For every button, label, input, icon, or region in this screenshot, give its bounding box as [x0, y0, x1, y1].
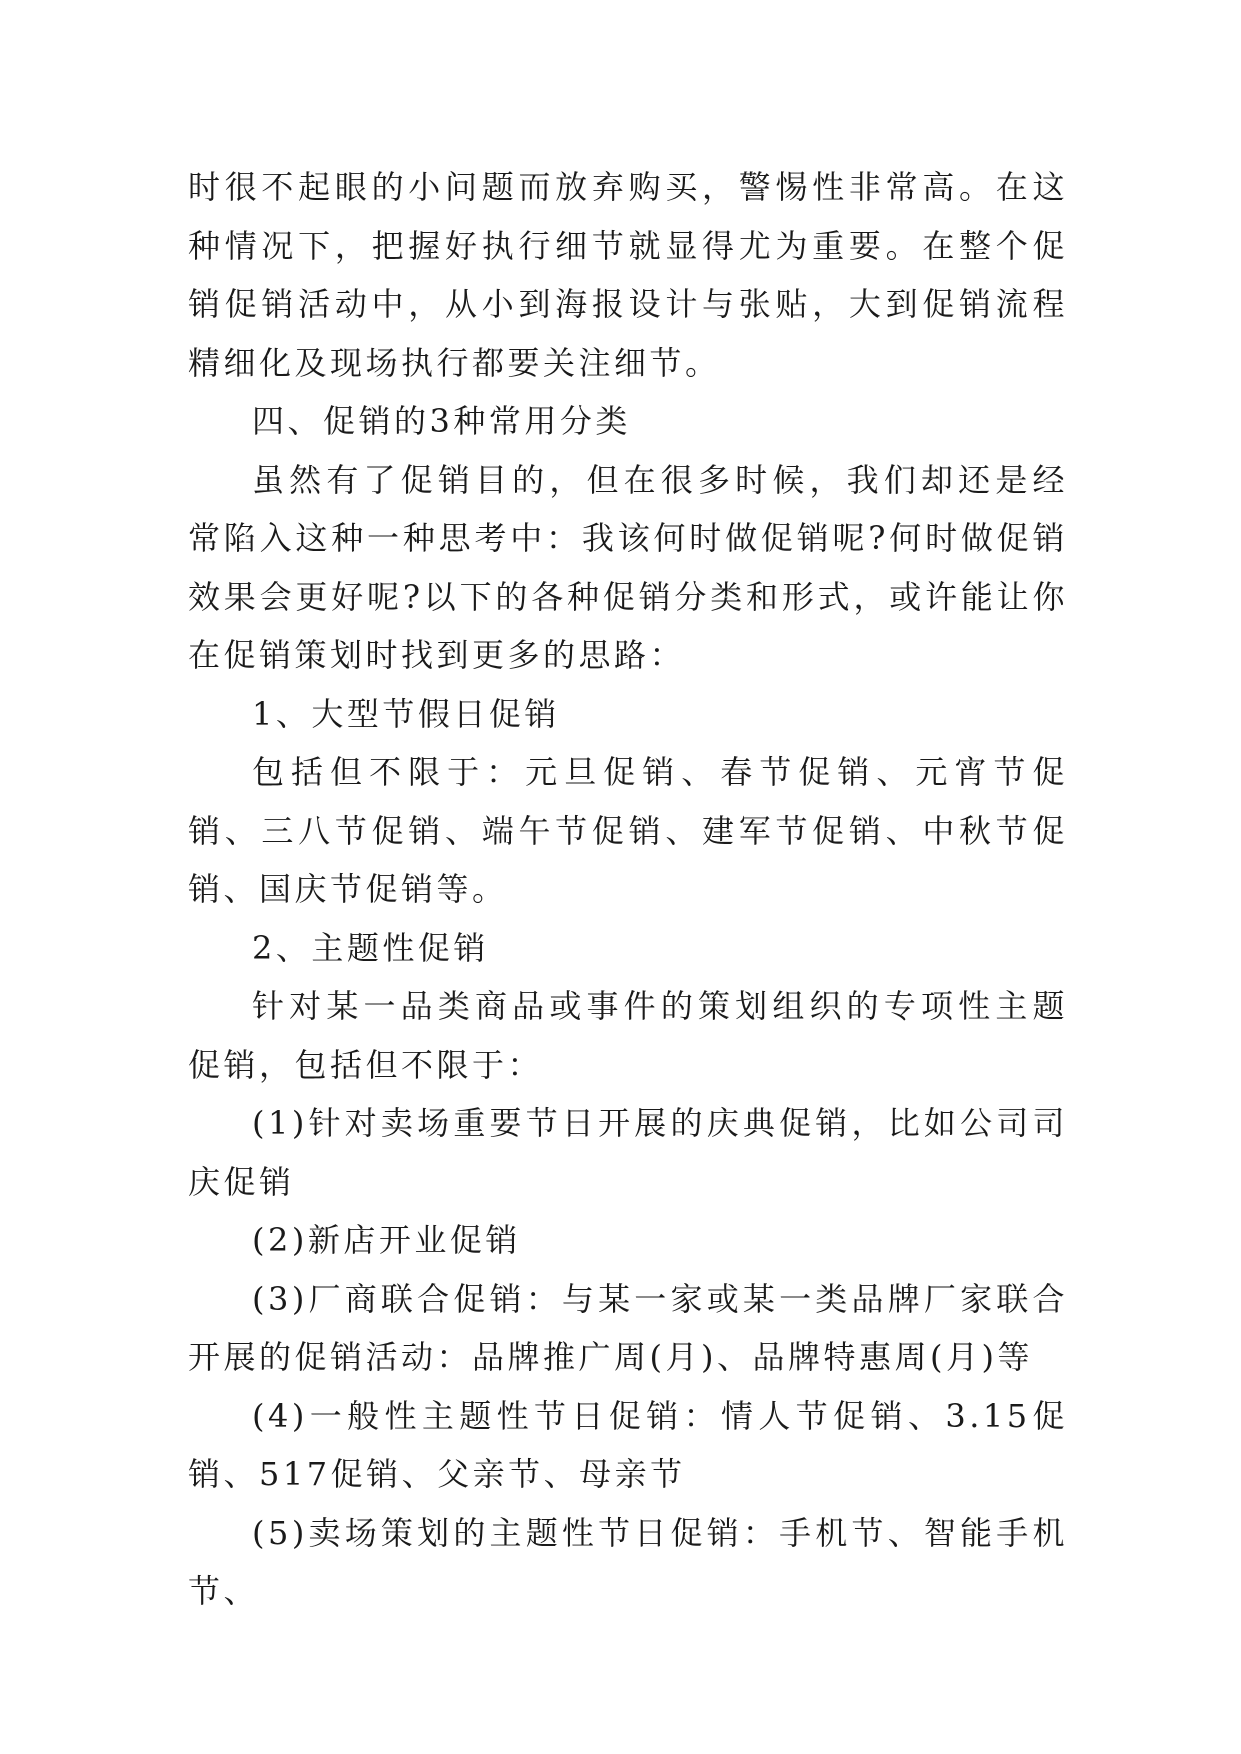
paragraph: 针对某一品类商品或事件的策划组织的专项性主题促销，包括但不限于：: [188, 987, 1068, 1084]
section-heading-four: 四、促销的3种常用分类: [252, 402, 631, 440]
list-item: (5)卖场策划的主题性节日促销：手机节、智能手机节、: [188, 1513, 1068, 1610]
subheading-holiday-promotion: 1、大型节假日促销: [252, 694, 560, 733]
list-item: (4)一般性主题性节日促销：情人节促销、3.15促销、517促销、父亲节、母亲节: [188, 1396, 1068, 1493]
body-text: [188, 158, 1068, 1621]
subheading-theme-promotion: 2、主题性促销: [252, 928, 489, 967]
paragraph: 包括但不限于：元旦促销、春节促销、元宵节促销、三八节促销、端午节促销、建军节促销、中秋节促销、国庆节促销等。: [188, 753, 1068, 908]
list-item: (3)厂商联合促销：与某一家或某一类品牌厂家联合开展的促销活动：品牌推广周(月)、品牌特惠周(月)等: [188, 1279, 1068, 1376]
list-item: (1)针对卖场重要节日开展的庆典促销，比如公司司庆促销: [188, 1104, 1068, 1201]
paragraph-continued: 时很不起眼的小问题而放弃购买，警惕性非常高。在这种情况下，把握好执行细节就显得尤为重要。在整个促销促销活动中，从小到海报设计与张贴，大到促销流程精细化及现场执行都要关注细节。: [188, 168, 1068, 382]
list-item: (2)新店开业促销: [252, 1221, 521, 1259]
paragraph: 虽然有了促销目的，但在很多时候，我们却还是经常陷入这种一种思考中：我该何时做促销呢?何时做促销效果会更好呢?以下的各种促销分类和形式，或许能让你在促销策划时找到更多的思路：: [188, 460, 1068, 674]
